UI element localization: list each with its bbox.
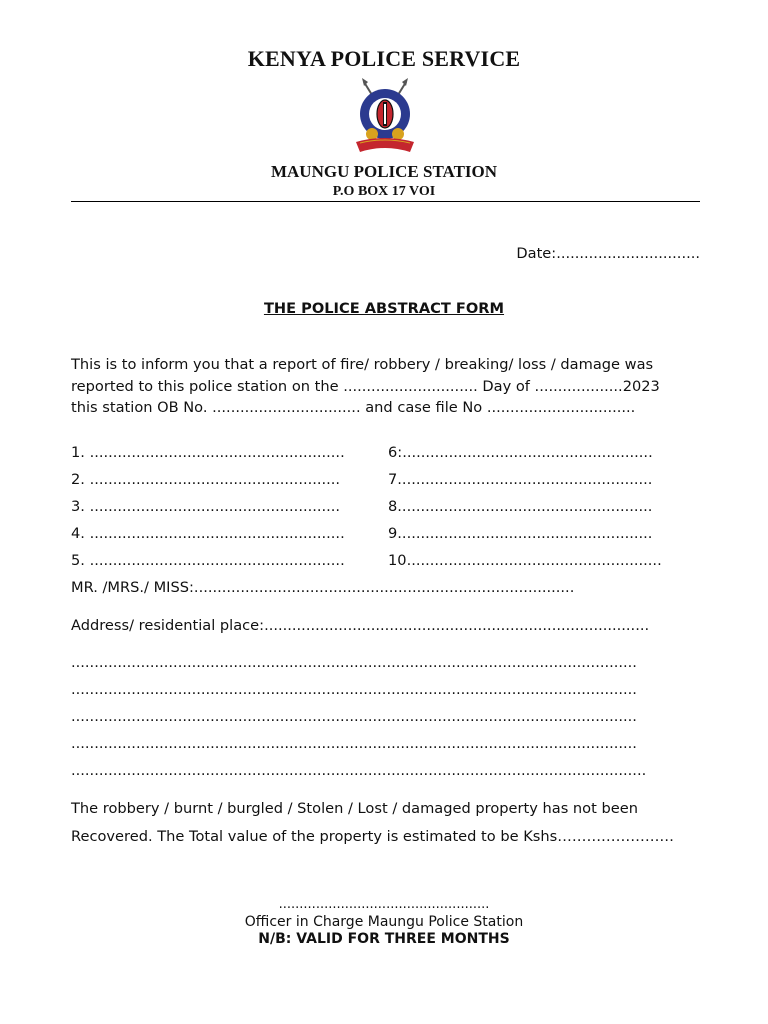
blank-line: .......................................................................................................................... bbox=[71, 654, 637, 671]
list-item: 5. ....................................................... bbox=[71, 552, 345, 569]
intro-line-1: This is to inform you that a report of fire/ robbery / breaking/ loss / damage was bbox=[71, 356, 654, 373]
blank-line: ............................................................................................................................ bbox=[71, 762, 647, 779]
station-name: MAUNGU POLICE STATION bbox=[270, 162, 498, 181]
service-title: KENYA POLICE SERVICE bbox=[247, 46, 521, 71]
po-box: P.O BOX 17 VOI bbox=[332, 184, 436, 199]
blank-line: .......................................................................................................................... bbox=[71, 708, 637, 725]
list-item: 1. ....................................................... bbox=[71, 444, 345, 461]
list-item: 8....................................................... bbox=[388, 498, 653, 515]
officer-title: Officer in Charge Maungu Police Station bbox=[244, 914, 524, 930]
list-item: 2. ...................................................... bbox=[71, 471, 341, 488]
list-item: 7....................................................... bbox=[388, 471, 653, 488]
blank-line: .......................................................................................................................... bbox=[71, 735, 637, 752]
intro-line-2: reported to this police station on the ............................. Day of ...................2023 bbox=[71, 377, 660, 395]
list-item: 3. ...................................................... bbox=[71, 498, 341, 515]
closing-line-1: The robbery / burnt / burgled / Stolen / Lost / damaged property has not been bbox=[71, 800, 638, 817]
signature-line: ................................................... bbox=[278, 897, 490, 912]
list-item: 6:...................................................... bbox=[388, 444, 653, 461]
kenya-police-emblem bbox=[350, 76, 420, 160]
validity-note: N/B: VALID FOR THREE MONTHS bbox=[258, 931, 510, 947]
list-item: 9....................................................... bbox=[388, 525, 653, 542]
name-line: MR. /MRS./ MISS:.................................................................................. bbox=[71, 579, 575, 596]
date-field: Date:............................... bbox=[516, 245, 700, 262]
header-divider bbox=[71, 201, 700, 202]
address-line: Address/ residential place:................................................................................... bbox=[71, 617, 650, 634]
form-title: THE POLICE ABSTRACT FORM bbox=[263, 300, 505, 317]
intro-line-3: this station OB No. ................................ and case file No ................................ bbox=[71, 399, 636, 416]
list-item: 10....................................................... bbox=[388, 552, 662, 569]
list-item: 4. ....................................................... bbox=[71, 525, 345, 542]
closing-line-2: Recovered. The Total value of the property is estimated to be Kshs…………………… bbox=[71, 828, 675, 845]
intro-paragraph bbox=[71, 354, 711, 419]
blank-line: .......................................................................................................................... bbox=[71, 681, 637, 698]
